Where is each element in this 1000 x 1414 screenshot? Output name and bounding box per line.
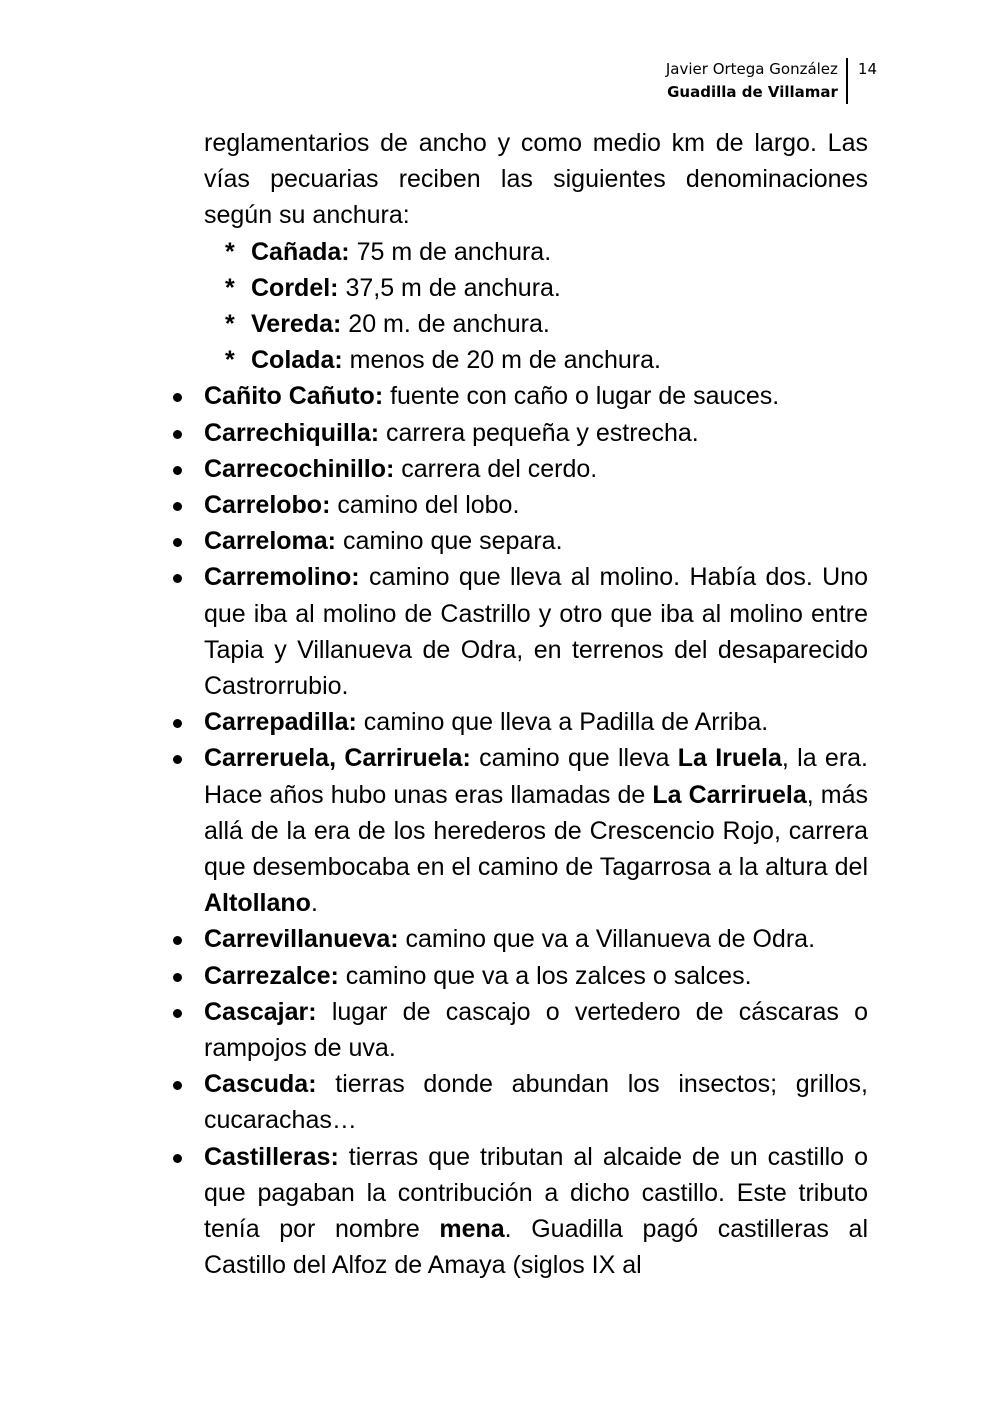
width-text: 75 m de anchura. bbox=[349, 237, 552, 266]
entry-term: Carreloma: bbox=[204, 527, 336, 556]
width-item-cordel bbox=[168, 270, 868, 306]
entry-term: Cascuda: bbox=[204, 1070, 317, 1099]
entry-text: tierras donde abundan los insectos; grillos, cucarachas… bbox=[204, 1070, 868, 1135]
entry-text: camino que lleva a Padilla de Arriba. bbox=[356, 708, 769, 737]
list-item bbox=[168, 487, 868, 523]
asterisk: * bbox=[225, 273, 235, 302]
list-item bbox=[168, 994, 868, 1066]
entry-text: . bbox=[310, 889, 318, 918]
header-author: Javier Ortega González bbox=[665, 60, 838, 78]
entry-text: camino que va a Villanueva de Odra. bbox=[398, 925, 816, 954]
entry-text: carrera pequeña y estrecha. bbox=[379, 418, 699, 447]
width-text: 20 m. de anchura. bbox=[341, 310, 550, 339]
width-term: Colada: bbox=[251, 346, 343, 375]
entry-term: Cañito Cañuto: bbox=[204, 382, 384, 411]
width-item-colada bbox=[168, 342, 868, 378]
entry-emphasis: La Carriruela bbox=[652, 780, 807, 809]
entry-term: Carrevillanueva: bbox=[204, 925, 399, 954]
header-title: Guadilla de Villamar bbox=[667, 83, 838, 101]
width-term: Cordel: bbox=[251, 273, 339, 302]
entry-text: camino del lobo. bbox=[330, 491, 520, 520]
entry-text: , más allá de la era de los herederos de Crescencio Rojo, carrera que desembocaba en el camino de Tagarrosa a la altura del bbox=[204, 780, 868, 882]
asterisk: * bbox=[225, 310, 235, 339]
page-body bbox=[168, 125, 868, 1284]
list-item bbox=[168, 740, 868, 921]
entry-text: camino que lleva bbox=[470, 744, 678, 773]
entry-term: Castilleras: bbox=[204, 1142, 339, 1171]
entry-text: camino que lleva al molino. Había dos. Uno que iba al molino de Castrillo y otro que iba al molino entre Tapia y Villanueva de Odra, en terrenos del desaparecido Castrorrubio. bbox=[204, 563, 868, 701]
width-text: 37,5 m de anchura. bbox=[338, 273, 561, 302]
list-item bbox=[168, 1139, 868, 1284]
asterisk: * bbox=[225, 346, 235, 375]
entry-term: Carrepadilla: bbox=[204, 708, 357, 737]
glossary-list bbox=[168, 378, 868, 1283]
entry-term: Carrezalce: bbox=[204, 961, 339, 990]
list-item bbox=[168, 958, 868, 994]
asterisk: * bbox=[225, 237, 235, 266]
width-term: Vereda: bbox=[251, 310, 342, 339]
entry-text: . Guadilla pagó castilleras al Castillo del Alfoz de Amaya (siglos IX al bbox=[204, 1215, 868, 1280]
entry-term: Carreruela, Carriruela: bbox=[204, 744, 471, 773]
list-item bbox=[168, 1066, 868, 1138]
header-text bbox=[666, 58, 846, 104]
entry-text: fuente con caño o lugar de sauces. bbox=[383, 382, 780, 411]
list-item bbox=[168, 704, 868, 740]
width-item-vereda bbox=[168, 306, 868, 342]
entry-text: carrera del cerdo. bbox=[394, 454, 598, 483]
entry-text: camino que separa. bbox=[336, 527, 563, 556]
list-item bbox=[168, 523, 868, 559]
width-term: Cañada: bbox=[251, 237, 350, 266]
entry-text: lugar de cascajo o vertedero de cáscaras o rampojos de uva. bbox=[204, 997, 868, 1063]
width-item-canada bbox=[168, 234, 868, 270]
list-item bbox=[168, 378, 868, 414]
list-item bbox=[168, 559, 868, 704]
intro-paragraph: reglamentarios de ancho y como medio km de largo. Las vías pecuarias reciben las siguientes denominaciones según su anchura: bbox=[204, 129, 868, 230]
entry-text: tierras que tributan al alcaide de un castillo o que pagaban la contribución a dicho castillo. Este tributo tenía por nombre bbox=[204, 1142, 868, 1244]
list-item bbox=[168, 415, 868, 451]
entry-emphasis: Altollano bbox=[204, 889, 311, 918]
page-header bbox=[666, 58, 877, 104]
entry-emphasis: mena bbox=[439, 1215, 505, 1244]
entry-term: Cascajar: bbox=[204, 997, 317, 1026]
entry-text: camino que va a los zalces o salces. bbox=[338, 961, 752, 990]
list-item bbox=[168, 921, 868, 957]
entry-term: Carrecochinillo: bbox=[204, 454, 395, 483]
entry-term: Carremolino: bbox=[204, 563, 360, 592]
entry-text: , la era. Hace años hubo unas eras llamadas de bbox=[204, 744, 868, 809]
page-number: 14 bbox=[857, 60, 877, 78]
list-item bbox=[168, 451, 868, 487]
entry-emphasis: La Iruela bbox=[677, 744, 782, 773]
width-text: menos de 20 m de anchura. bbox=[342, 346, 661, 375]
entry-term: Carrechiquilla: bbox=[204, 418, 380, 447]
entry-term: Carrelobo: bbox=[204, 491, 331, 520]
